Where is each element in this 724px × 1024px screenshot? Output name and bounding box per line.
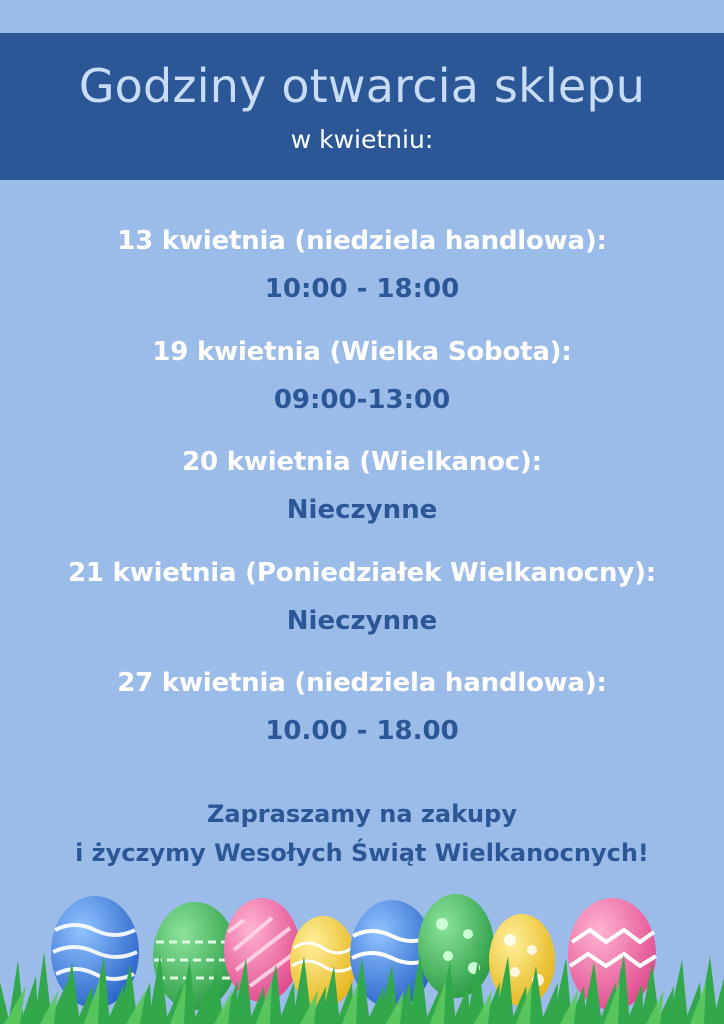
closing-line-1: Zapraszamy na zakupy xyxy=(207,800,517,828)
easter-eggs-in-grass-icon xyxy=(0,890,724,1024)
entry-date: 13 kwietnia (niedziela handlowa): xyxy=(117,226,607,256)
entry-hours: 10.00 - 18.00 xyxy=(265,716,459,746)
entry-date: 20 kwietnia (Wielkanoc): xyxy=(182,447,542,477)
schedule-entry xyxy=(0,226,724,337)
entry-date: 19 kwietnia (Wielka Sobota): xyxy=(152,336,572,367)
page-title: Godziny otwarcia sklepu xyxy=(78,59,646,113)
schedule-entry xyxy=(0,668,724,779)
entry-hours: 10:00 - 18:00 xyxy=(264,274,460,304)
closing-line-2: i życzymy Wesołych Świąt Wielkanocnych! xyxy=(75,839,649,867)
page-subtitle: w kwietniu: xyxy=(290,125,434,154)
schedule-entry xyxy=(0,337,724,448)
header-band xyxy=(0,33,724,180)
easter-egg xyxy=(418,894,494,998)
closing-message xyxy=(0,795,724,873)
schedule-entry xyxy=(0,558,724,669)
entry-date: 21 kwietnia (Poniedziałek Wielkanocny): xyxy=(68,557,656,588)
entry-date: 27 kwietnia (niedziela handlowa): xyxy=(117,668,607,698)
schedule-entry xyxy=(0,447,724,558)
opening-hours-list xyxy=(0,226,724,779)
entry-hours: Nieczynne xyxy=(286,605,438,636)
entry-hours: 09:00-13:00 xyxy=(273,384,451,415)
entry-hours: Nieczynne xyxy=(286,495,438,525)
